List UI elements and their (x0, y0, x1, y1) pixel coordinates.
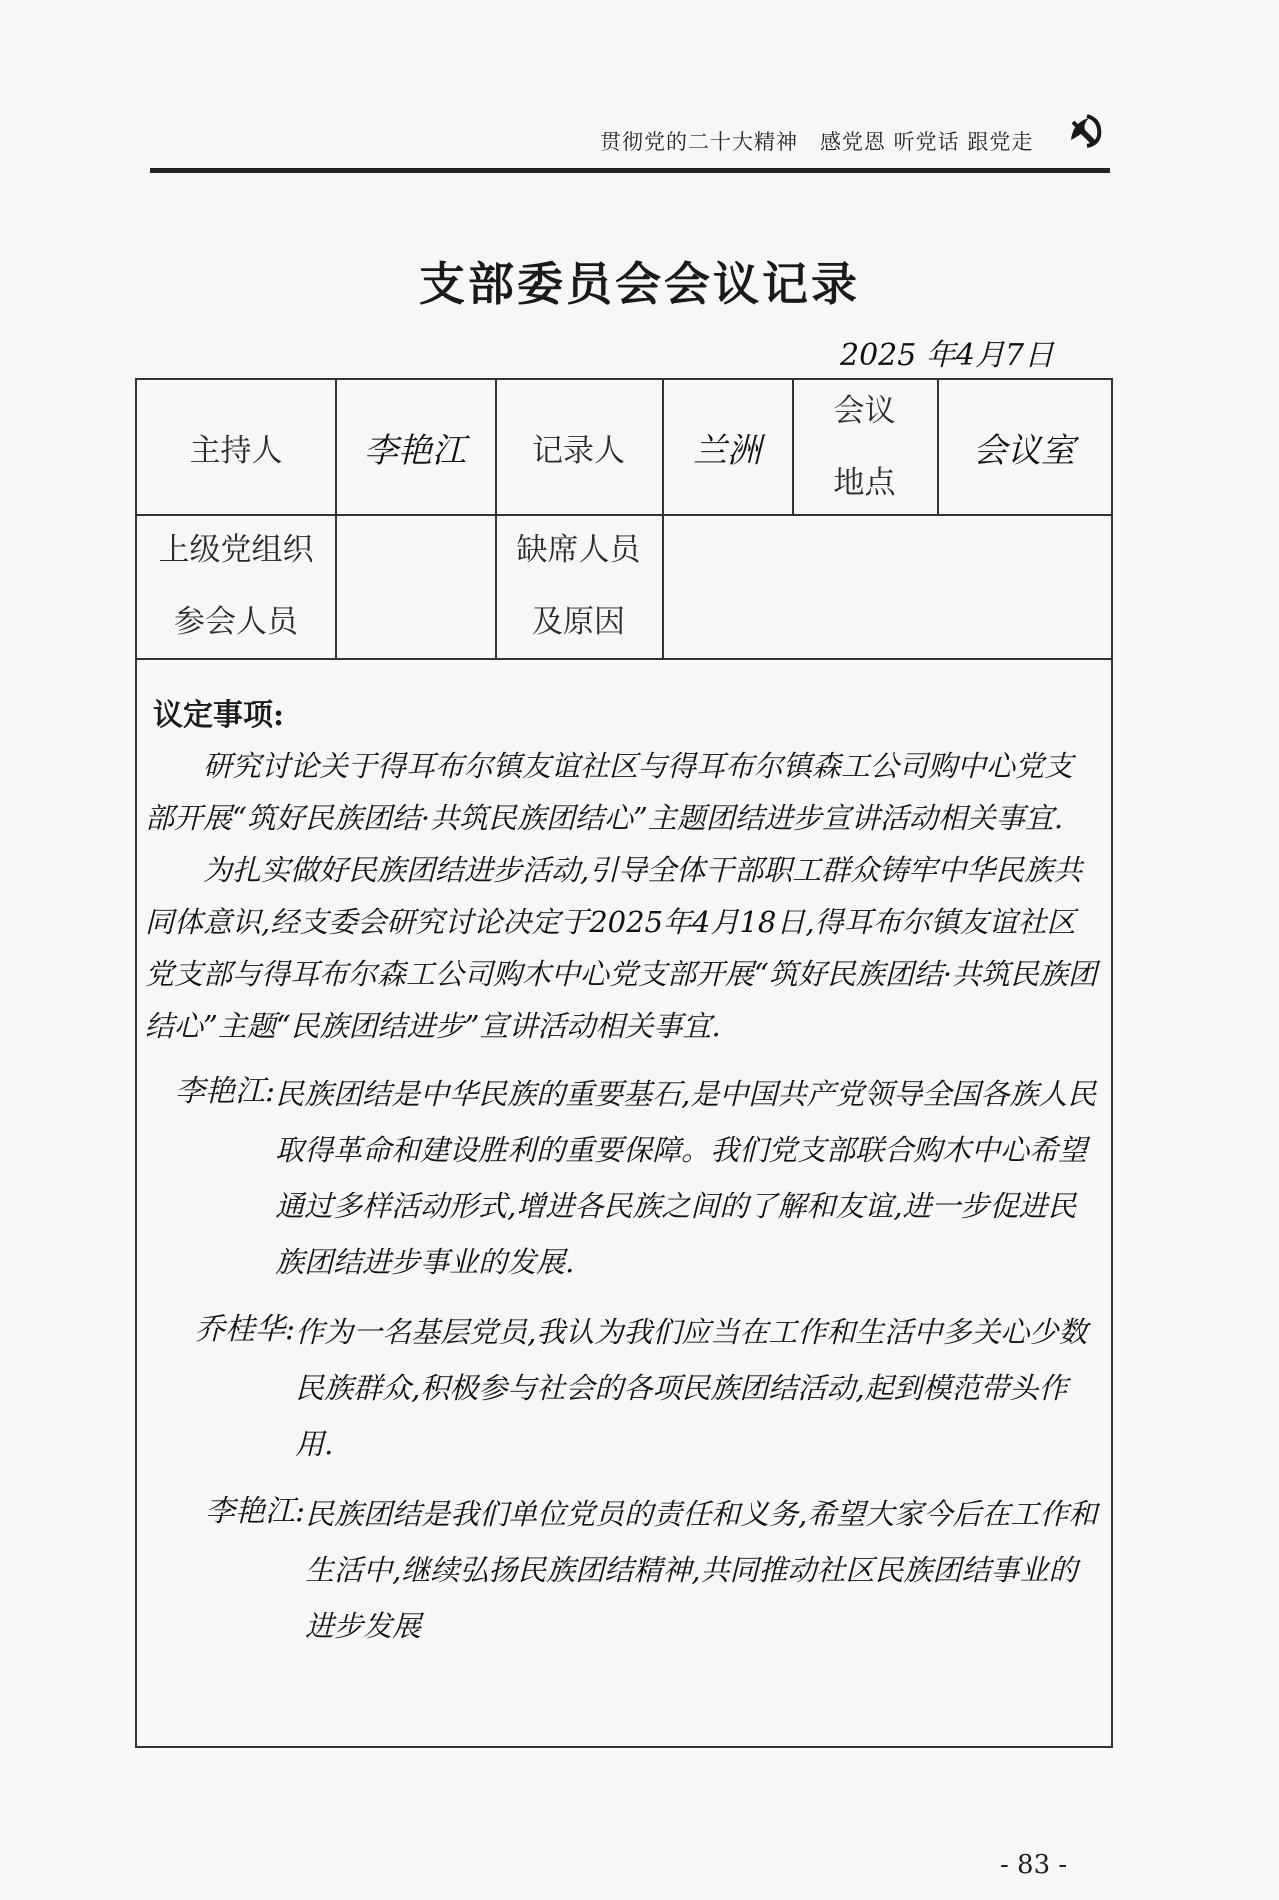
page-title: 支部委员会会议记录 (419, 257, 860, 311)
superior-label-line-1: 上级党组织 (158, 532, 314, 568)
page-number: - 83 - (1000, 1850, 1068, 1880)
location-value: 会议室 (973, 430, 1075, 471)
header-rule (150, 168, 1110, 173)
absent-label-line-1: 缺席人员 (516, 532, 641, 568)
superior-attendees-label (137, 514, 335, 658)
speaker-name: 乔桂华: (195, 1312, 296, 1347)
speaker-name: 李艳江: (205, 1494, 306, 1529)
speaker-name: 李艳江: (175, 1074, 276, 1109)
agenda-label: 议定事项: (153, 698, 285, 733)
speech-entry (205, 1486, 1100, 1654)
location-label-line-2: 地点 (833, 465, 896, 501)
speech-text: 民族团结是中华民族的重要基石,是中国共产党领导全国各族人民取得革命和建设胜利的重要保障。我们党支部联合购木中心希望通过多样活动形式,增进各民族之间的了解和友谊,进一步促进民族团结进步事业的发展. (275, 1077, 1097, 1279)
location-label-line-1: 会议 (833, 393, 896, 429)
speech-text: 作为一名基层党员,我认为我们应当在工作和生活中多关心少数民族群众,积极参与社会的各项民族团结活动,起到模范带头作用. (295, 1315, 1088, 1461)
speech-entry (175, 1066, 1100, 1290)
speech-entry (195, 1304, 1100, 1472)
host-value: 李艳江 (364, 430, 466, 471)
superior-label-line-2: 参会人员 (174, 604, 298, 640)
speech-text: 民族团结是我们单位党员的责任和义务,希望大家今后在工作和生活中,继续弘扬民族团结精神,共同推动社区民族团结事业的进步发展 (305, 1497, 1098, 1643)
absent-label-line-2: 及原因 (532, 604, 625, 640)
meeting-date: 2025 年4月7日 (840, 338, 1055, 373)
absent-value (662, 514, 1111, 658)
agenda-section (145, 670, 1100, 1654)
recorder-value: 兰洲 (693, 430, 761, 471)
agenda-paragraph: 为扎实做好民族团结进步活动,引导全体干部职工群众铸牢中华民族共同体意识,经支委会研究讨论决定于2025年4月18日,得耳布尔镇友谊社区党支部与得耳布尔森工公司购木中心党支部开展“筑好民族团结·共筑民族团结心”主题“民族团结进步”宣讲活动相关事宜. (145, 853, 1098, 1043)
absent-label (495, 514, 662, 658)
host-label: 主持人 (189, 432, 283, 469)
location-label (792, 380, 937, 514)
row-divider (137, 658, 1111, 660)
header-slogan: 贯彻党的二十大精神 感党恩 听党话 跟党走 (600, 130, 1034, 154)
party-emblem-icon (1063, 110, 1107, 154)
recorder-label: 记录人 (532, 432, 625, 469)
agenda-paragraph: 研究讨论关于得耳布尔镇友谊社区与得耳布尔镇森工公司购中心党支部开展“筑好民族团结·共筑民族团结心”主题团结进步宣讲活动相关事宜. (145, 749, 1074, 835)
superior-attendees-value (335, 514, 495, 658)
